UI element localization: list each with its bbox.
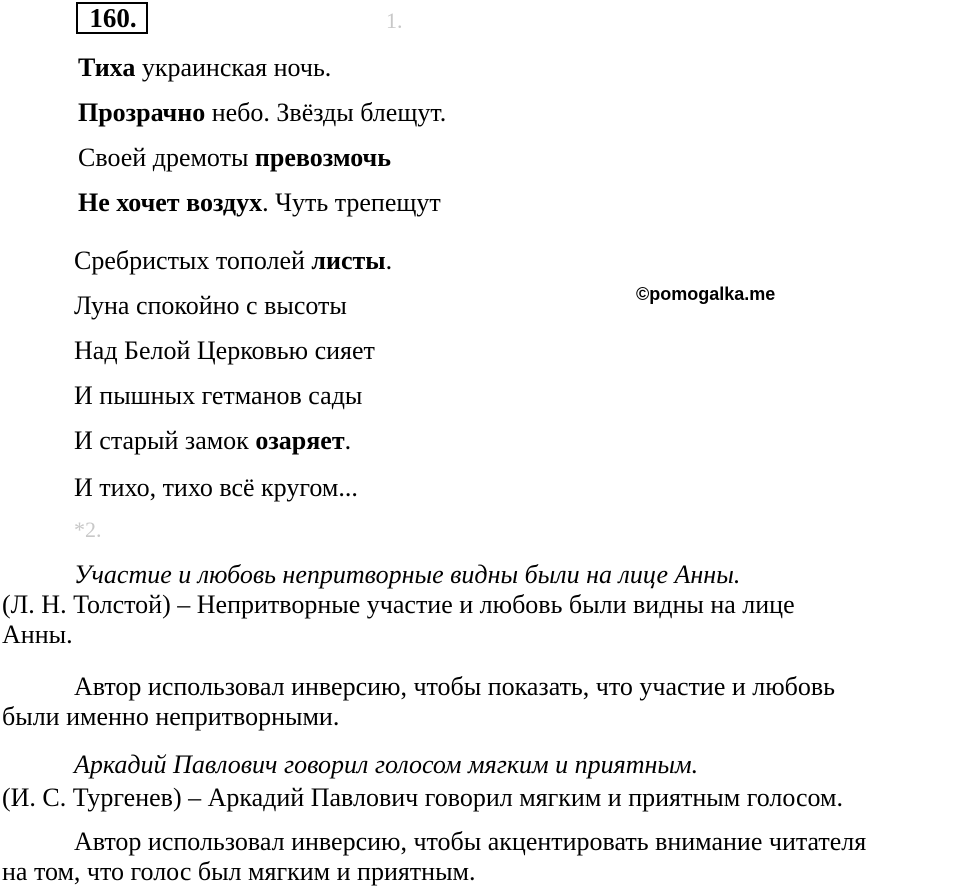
exercise-number-badge: 160. bbox=[76, 2, 148, 34]
item-2-rewrite-line-1: (И. С. Тургенев) – Аркадий Павлович говорил мягким и приятным голосом. bbox=[2, 783, 843, 812]
item-1-rewrite-line-1: (Л. Н. Толстой) – Непритворные участие и любовь были видны на лице bbox=[2, 590, 795, 619]
poem-line-6: Луна спокойно с высоты bbox=[74, 291, 347, 320]
poem-line-2: Прозрачно небо. Звёзды блещут. bbox=[78, 98, 447, 127]
item-1-comment-line-2: были именно непритворными. bbox=[2, 702, 340, 731]
poem-line-10: И тихо, тихо всё кругом... bbox=[74, 473, 358, 502]
item-2-quote: Аркадий Павлович говорил голосом мягким и приятным. bbox=[74, 750, 699, 779]
item-2-comment-line-2: на том, что голос был мягким и приятным. bbox=[2, 857, 476, 886]
poem-line-1: Тиха украинская ночь. bbox=[78, 53, 332, 82]
item-1-comment-line-1: Автор использовал инверсию, чтобы показать, что участие и любовь bbox=[74, 672, 836, 701]
watermark: ©pomogalka.me bbox=[636, 284, 776, 304]
poem-line-8: И пышных гетманов сады bbox=[74, 381, 363, 410]
item-1-quote: Участие и любовь непритворные видны были на лице Анны. bbox=[74, 560, 741, 589]
part-1-marker: 1. bbox=[386, 8, 403, 33]
item-1-rewrite-line-2: Анны. bbox=[2, 620, 73, 649]
poem-line-3: Своей дремоты превозмочь bbox=[78, 143, 391, 172]
poem-line-9: И старый замок озаряет. bbox=[74, 426, 352, 455]
item-2-comment-line-1: Автор использовал инверсию, чтобы акцентировать внимание читателя bbox=[74, 827, 867, 856]
poem-line-4: Не хочет воздух. Чуть трепещут bbox=[78, 188, 441, 217]
poem-line-7: Над Белой Церковью сияет bbox=[74, 336, 375, 365]
part-2-marker: *2. bbox=[74, 517, 102, 542]
poem-line-5: Сребристых тополей листы. bbox=[74, 246, 393, 275]
